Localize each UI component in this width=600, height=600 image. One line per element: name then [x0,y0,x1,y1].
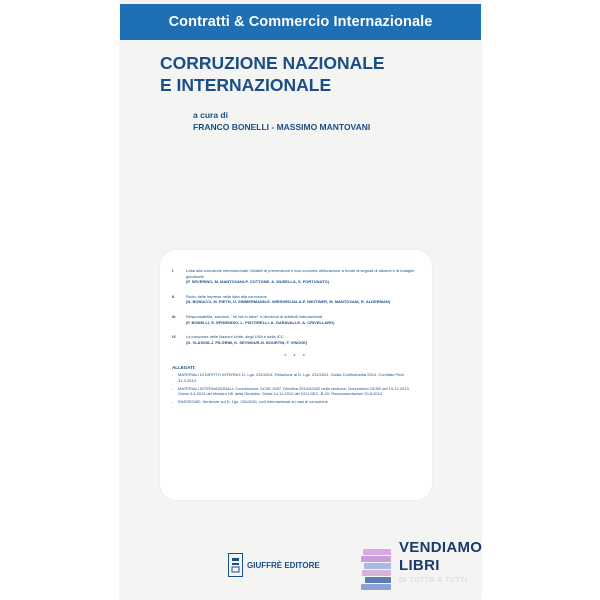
toc-number: III. [172,313,177,319]
seller-badge [359,535,509,595]
toc-number: IV. [172,334,177,340]
books-stack-icon [359,547,395,591]
badge-line-1: VENDIAMO [399,539,483,556]
badge-line-2: LIBRI [399,557,440,574]
book-title [160,52,460,96]
separator-dots: * * * [284,354,308,361]
annex-item: - RASSEGNE: Sentenze sul D. Lgs. 231/2001, lodi internazionali su casi di corruzione [172,399,420,405]
contents-box [160,250,432,500]
toc-item [172,294,420,305]
title-line-2: E INTERNAZIONALE [160,75,332,95]
toc-number: II. [172,293,176,299]
book-cover [120,0,481,600]
toc-number: I. [172,268,175,273]
series-label: Contratti & Commercio Internazionale [168,14,433,30]
publisher-logo-icon [228,553,243,577]
toc-text: Lotta alla corruzione internazionale: Modelli di prevenzione e loro concreta utilizzazione a fronte di segnali di allarme e di indagini giudiziarie [186,268,415,279]
toc-item [172,334,420,345]
toc-authors: (D. VLASSIS-J. PILGRIM, K. SEYMOUR-N. BOURTIN, F. VINCKE) [186,339,308,345]
toc-item [172,268,420,285]
toc-text: Ruolo delle imprese nella lotta alla corruzione [186,293,267,299]
title-line-1: CORRUZIONE NAZIONALE [160,53,385,73]
toc-text: La posizione delle Nazioni Unite, degli USA e della ICC [186,334,284,340]
table-of-contents [172,268,420,406]
toc-authors: (P. SEVERINO, M. MANTOVANI-P. COTTONE, A. MUSELLA, S. FORTUNATO) [186,279,329,285]
editors-names: FRANCO BONELLI - MASSIMO MANTOVANI [193,122,371,132]
toc-authors: (N. BONUCCI, M. PIETH, U. ZIMMERMANN-E. WIRSHEDJALA-P. NIKITINER, M. MANTOVANI, R. ALDERMAN) [186,299,391,305]
toc-item [172,314,420,325]
toc-text: Responsabilità, sanzioni, "ne bis in idem" e decisioni di arbitrati internazionali [186,313,323,319]
annex-item: - MATERIALI INTERNAZIONALI: Convenzione OCSE 1997, Direttiva 2014/42/UE nella versione, Documento OCSE del 19.12.2013, Guida 3.4.2013 del Ministro UK della Giustizia, Guida 14.11.2012 del DOJ-SEC, B-20: Raccomandazioni 20.8.2013 [172,386,420,397]
annex-item: - MATERIALI DI DIRITTO INTERNO: D. Lgs. 231/2001, Relazione al D. Lgs. 231/2001, Guida Confindustria 2014, Comitato Pirdi 31.3.2014 [172,372,420,383]
curator-label: a cura di [193,110,228,120]
annex-label: ALLEGATI: [172,365,196,371]
publisher [228,553,320,577]
curator-block [193,109,453,133]
series-banner [120,4,481,40]
toc-authors: (F. BONELLI, E. EPIDENDIO, L. PISTORELLI, A. GARAVALLE, A. CRIVELLARO) [186,319,335,325]
publisher-name: GIUFFRÈ EDITORE [247,560,320,570]
badge-line-3: DI TUTTO A TUTTI [399,577,468,584]
